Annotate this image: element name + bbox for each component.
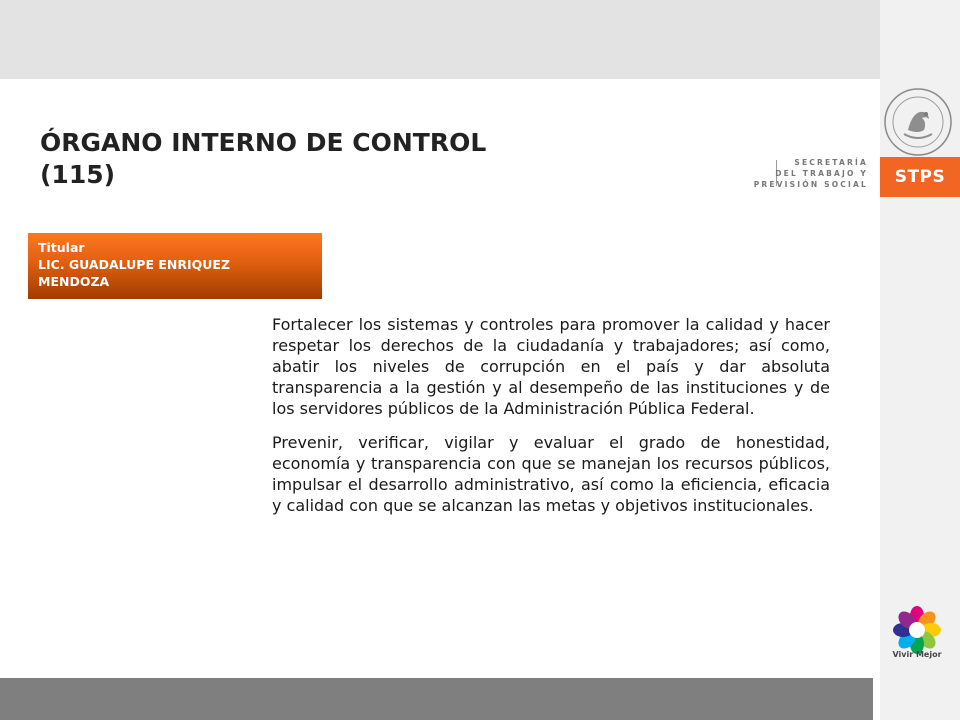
- paragraph-mission: Fortalecer los sistemas y controles para promover la calidad y hacer respetar los derechos de la ciudadanía y trabajadores; así como, abatir los niveles de corrupción en el país y dar absoluta transparencia a la gestión y al desempeño de las instituciones y de los servidores públicos de la Administración Pública Federal.: [272, 315, 830, 418]
- titular-name-line-2: MENDOZA: [38, 274, 110, 289]
- titular-label: Titular: [38, 240, 85, 255]
- secretaria-line-3: PREVISIÓN SOCIAL: [753, 180, 868, 189]
- body-text: [272, 314, 830, 529]
- mexican-coat-of-arms-seal-icon: [882, 86, 954, 158]
- title-line-1: ÓRGANO INTERNO DE CONTROL: [40, 128, 487, 157]
- secretaria-wordmark: [754, 157, 868, 190]
- titular-box: [28, 233, 322, 299]
- footer-band: [0, 678, 873, 720]
- secretaria-line-1: SECRETARÍA: [794, 158, 868, 167]
- titular-name-line-1: LIC. GUADALUPE ENRIQUEZ: [38, 257, 231, 272]
- secretaria-line-2: DEL TRABAJO Y: [775, 169, 868, 178]
- paragraph-objectives: Prevenir, verificar, vigilar y evaluar el grado de honestidad, economía y transparencia con que se manejan los recursos públicos, impulsar el desarrollo administrativo, así como la eficiencia, eficacia y calidad con que se alcanzan las metas y objetivos institucionales.: [272, 433, 830, 515]
- title-line-2: (115): [40, 160, 116, 189]
- stps-logo: STPS: [880, 157, 960, 197]
- header-band: [0, 0, 880, 79]
- page-title: [40, 127, 600, 191]
- vivir-mejor-label: Vivir Mejor: [892, 650, 942, 659]
